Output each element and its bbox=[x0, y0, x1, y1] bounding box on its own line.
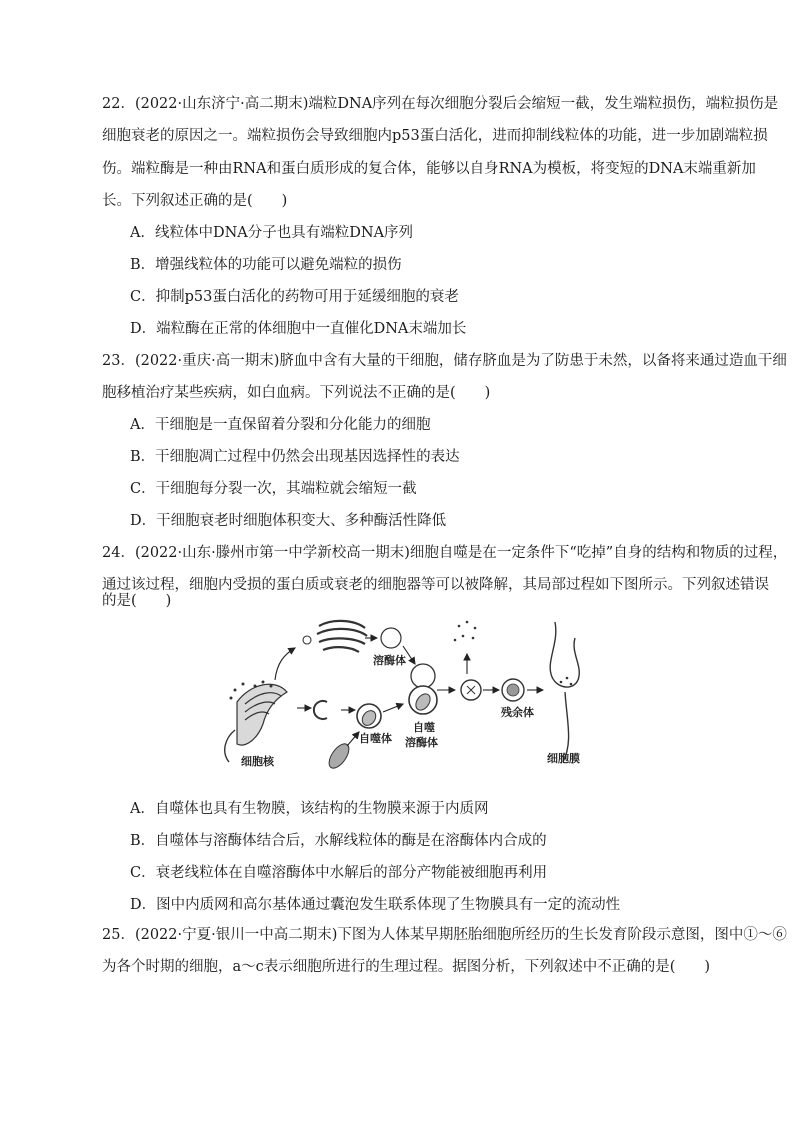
q23-option-a: A．干细胞是一直保留着分裂和分化能力的细胞 bbox=[130, 417, 431, 433]
mitochondrion-shape bbox=[325, 741, 353, 772]
arrow-er-to-vesicle bbox=[275, 648, 295, 680]
golgi-apparatus bbox=[303, 621, 367, 652]
digesting-vesicle-shape bbox=[461, 680, 481, 700]
arrow-mitochondrion-to-autophagosome bbox=[347, 732, 359, 746]
released-products-dots bbox=[454, 621, 477, 642]
q22-option-d: D．端粒酶在正常的体细胞中一直催化DNA末端加长 bbox=[130, 321, 467, 337]
q24-stem-line-3: 的是( ) bbox=[102, 593, 172, 609]
arrow-autophagosome-to-fusion bbox=[383, 704, 403, 712]
q25-stem-line-1: 25．(2022·宁夏·银川一中高二期末)下图为人体某早期胚胎细胞所经历的生长发育阶段示意图，图中①～⑥ bbox=[102, 927, 787, 943]
label-autolysosome-line-2: 溶酶体 bbox=[405, 736, 438, 749]
residual-body-shape bbox=[502, 679, 524, 701]
q24-option-b: B．自噬体与溶酶体结合后，水解线粒体的酶是在溶酶体内合成的 bbox=[130, 833, 547, 849]
q22-stem-line-1: 22．(2022·山东济宁·高二期末)端粒DNA序列在每次细胞分裂后会缩短一截，发生端粒损伤，端粒损伤是 bbox=[102, 96, 779, 112]
nucleus-er-shape bbox=[225, 681, 287, 763]
q23-option-d: D．干细胞衰老时细胞体积变大、多种酶活性降低 bbox=[130, 513, 447, 529]
phagophore-shape bbox=[314, 701, 327, 719]
q22-option-c: C．抑制p53蛋白活化的药物可用于延缓细胞的衰老 bbox=[130, 289, 459, 305]
q23-stem-line-1: 23．(2022·重庆·高一期末)脐血中含有大量的干细胞，储存脐血是为了防患于未然，以备将来通过造血干细 bbox=[102, 353, 787, 369]
lysosome-shape bbox=[381, 628, 401, 648]
q22-stem-line-2: 细胞衰老的原因之一。端粒损伤会导致细胞内p53蛋白活化，进而抑制线粒体的功能，进一步加剧端粒损 bbox=[102, 128, 768, 144]
q24-option-d: D．图中内质网和高尔基体通过囊泡发生联系体现了生物膜具有一定的流动性 bbox=[130, 897, 621, 913]
q23-option-c: C．干细胞每分裂一次，其端粒就会缩短一截 bbox=[130, 481, 417, 497]
q24-option-a: A．自噬体也具有生物膜，该结构的生物膜来源于内质网 bbox=[130, 801, 489, 817]
q22-option-b: B．增强线粒体的功能可以避免端粒的损伤 bbox=[130, 257, 402, 273]
autophagosome-shape bbox=[357, 704, 381, 728]
label-lysosome: 溶酶体 bbox=[373, 654, 406, 667]
cell-membrane-shape bbox=[550, 622, 579, 762]
q22-stem-line-3: 伤。端粒酶是一种由RNA和蛋白质形成的复合体，能够以自身RNA为模板，将变短的DNA末端重新加 bbox=[102, 161, 756, 177]
q22-option-a: A．线粒体中DNA分子也具有端粒DNA序列 bbox=[130, 225, 414, 241]
label-cell-membrane: 细胞膜 bbox=[547, 752, 580, 765]
q24-stem-line-2: 通过该过程，细胞内受损的蛋白质或衰老的细胞器等可以被降解，其局部过程如下图所示。下列叙述错误 bbox=[102, 577, 769, 593]
label-autophagosome: 自噬体 bbox=[359, 732, 392, 745]
q25-stem-line-2: 为各个时期的细胞，a～c表示细胞所进行的生理过程。据图分析，下列叙述中不正确的是( ) bbox=[102, 959, 711, 975]
q23-option-b: B．干细胞凋亡过程中仍然会出现基因选择性的表达 bbox=[130, 449, 460, 465]
autolysosome-shape bbox=[409, 664, 437, 714]
q23-stem-line-2: 胞移植治疗某些疾病，如白血病。下列说法不正确的是( ) bbox=[102, 385, 491, 401]
label-residual-body: 残余体 bbox=[501, 706, 534, 719]
label-autolysosome-line-1: 自噬 bbox=[413, 721, 435, 734]
q22-stem-line-4: 长。下列叙述正确的是( ) bbox=[102, 193, 288, 209]
label-nucleus: 细胞核 bbox=[241, 755, 274, 768]
autophagy-diagram bbox=[215, 612, 605, 774]
q24-stem-line-1: 24．(2022·山东·滕州市第一中学新校高一期末)细胞自噬是在一定条件下“吃掉”自身的结构和物质的过程， bbox=[102, 545, 788, 561]
q24-option-c: C．衰老线粒体在自噬溶酶体中水解后的部分产物能被细胞再利用 bbox=[130, 865, 548, 881]
